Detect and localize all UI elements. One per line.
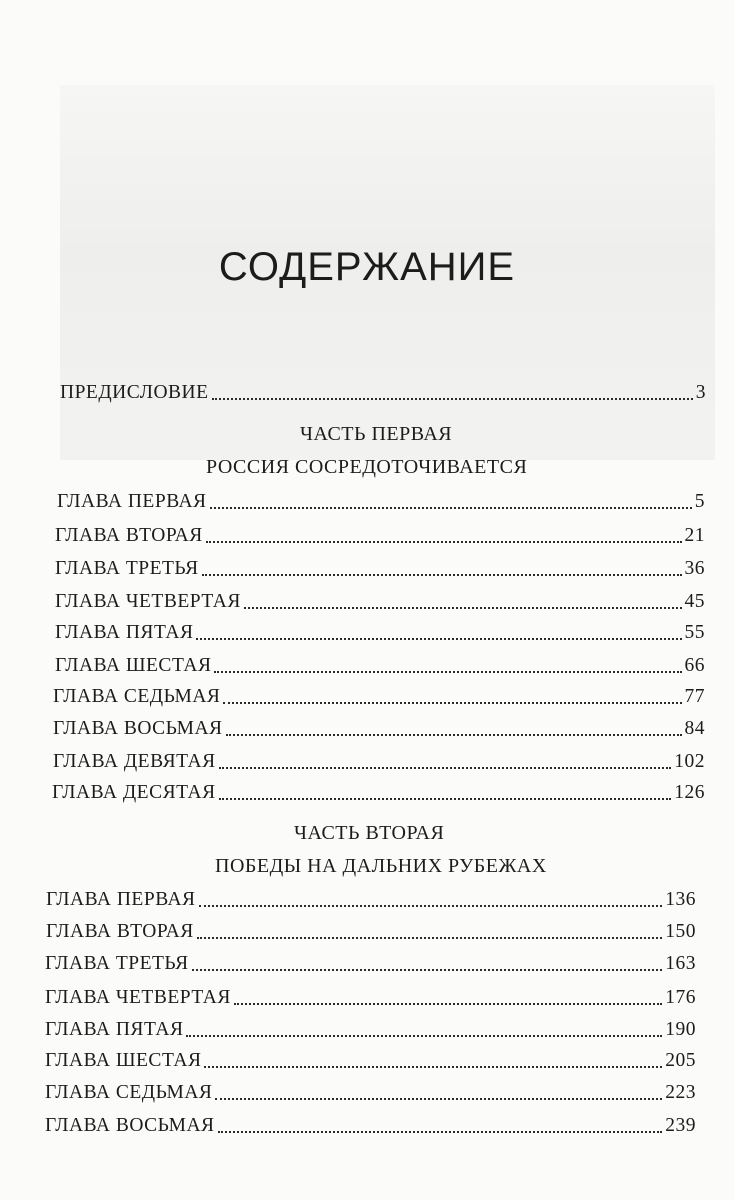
toc-page-number: 66 [684,655,705,676]
toc-page-number: 205 [665,1050,696,1071]
toc-page-number: 77 [684,686,705,707]
toc-label: ГЛАВА ПЯТАЯ [45,1019,184,1040]
toc-label: ГЛАВА ПЕРВАЯ [46,889,196,910]
toc-page-number: 5 [694,491,705,512]
toc-page-number: 176 [665,987,696,1008]
dot-leader [219,767,672,769]
toc-label: ГЛАВА ЧЕТВЕРТАЯ [45,987,231,1008]
toc-label: ГЛАВА ПЕРВАЯ [57,491,207,512]
toc-label: ГЛАВА СЕДЬМАЯ [45,1082,213,1103]
toc-page-number: 3 [695,382,706,403]
toc-page-number: 136 [665,889,696,910]
toc-label: ГЛАВА ШЕСТАЯ [55,655,212,676]
toc-label: ГЛАВА ВОСЬМАЯ [45,1115,215,1136]
part-label-1: ЧАСТЬ ПЕРВАЯ [300,423,453,445]
toc-page-number: 55 [684,622,705,643]
dot-leader [219,798,672,800]
toc-page-number: 126 [674,782,705,803]
dot-leader [204,1066,662,1068]
dot-leader [210,507,692,509]
dot-leader [196,638,681,640]
toc-label: ГЛАВА ПЯТАЯ [55,622,194,643]
toc-label: ГЛАВА ЧЕТВЕРТАЯ [55,591,241,612]
toc-row[interactable] [45,1048,696,1074]
part-title-2: ПОБЕДЫ НА ДАЛЬНИХ РУБЕЖАХ [215,855,547,877]
part-label-2: ЧАСТЬ ВТОРАЯ [294,822,445,844]
dot-leader [218,1131,663,1133]
dot-leader [214,671,681,673]
page-title: СОДЕРЖАНИЕ [218,245,516,289]
dot-leader [197,937,662,939]
toc-row[interactable] [46,919,696,945]
toc-page-number: 163 [665,953,696,974]
toc-row[interactable] [53,716,705,742]
toc-row[interactable] [55,589,705,615]
toc-row[interactable] [53,749,705,775]
toc-label: ГЛАВА ВТОРАЯ [55,525,203,546]
toc-label: ГЛАВА ДЕСЯТАЯ [52,782,216,803]
toc-row[interactable] [55,556,705,582]
dot-leader [206,541,682,543]
toc-row-preface[interactable] [60,380,706,406]
dot-leader [234,1003,662,1005]
dot-leader [215,1098,662,1100]
dot-leader [212,398,693,400]
toc-row[interactable] [45,951,696,977]
dot-leader [186,1035,662,1037]
toc-label: ГЛАВА ВОСЬМАЯ [53,718,223,739]
toc-row[interactable] [55,653,705,679]
toc-page-number: 239 [665,1115,696,1136]
dot-leader [223,702,681,704]
toc-label: ГЛАВА ТРЕТЬЯ [45,953,189,974]
dot-leader [202,574,682,576]
toc-page-number: 45 [684,591,705,612]
toc-page-number: 102 [674,751,705,772]
toc-page-number: 190 [665,1019,696,1040]
toc-page-number: 36 [684,558,705,579]
toc-label: ГЛАВА ВТОРАЯ [46,921,194,942]
toc-label: ГЛАВА ДЕВЯТАЯ [53,751,216,772]
toc-row[interactable] [45,1080,696,1106]
toc-row[interactable] [57,489,705,515]
dot-leader [192,969,663,971]
toc-page-number: 84 [684,718,705,739]
toc-row[interactable] [45,1017,696,1043]
dot-leader [199,905,663,907]
toc-row[interactable] [55,523,705,549]
toc-label: ГЛАВА ШЕСТАЯ [45,1050,202,1071]
dot-leader [226,734,682,736]
toc-row[interactable] [45,1113,696,1139]
toc-row[interactable] [46,887,696,913]
part-title-1: РОССИЯ СОСРЕДОТОЧИВАЕТСЯ [206,456,528,478]
toc-page-number: 223 [665,1082,696,1103]
toc-row[interactable] [45,985,696,1011]
toc-label: ПРЕДИСЛОВИЕ [60,382,209,403]
toc-page-number: 150 [665,921,696,942]
dot-leader [244,607,682,609]
toc-label: ГЛАВА СЕДЬМАЯ [53,686,221,707]
toc-row[interactable] [52,780,705,806]
toc-row[interactable] [55,620,705,646]
toc-page-number: 21 [684,525,705,546]
toc-row[interactable] [53,684,705,710]
toc-label: ГЛАВА ТРЕТЬЯ [55,558,199,579]
